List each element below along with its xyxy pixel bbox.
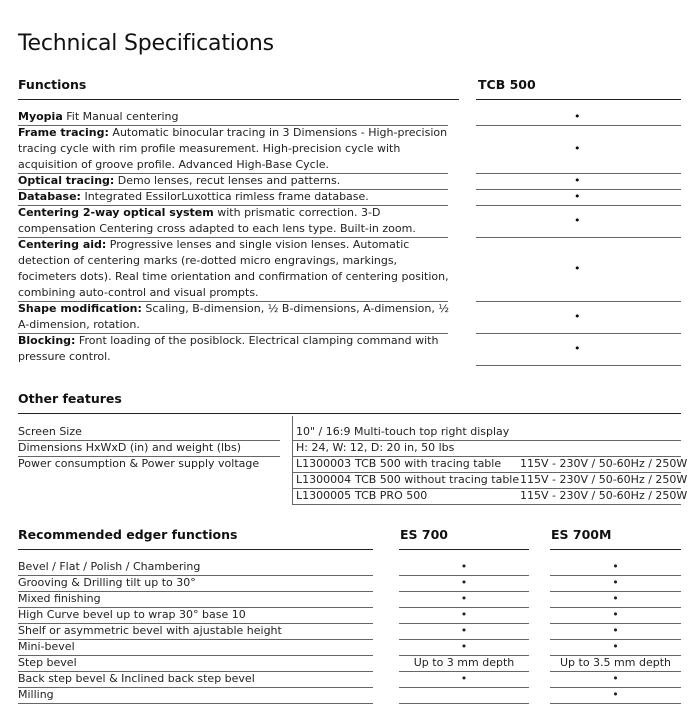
- edger-heading: Recommended edger functions: [18, 527, 238, 542]
- function-row: [18, 189, 658, 205]
- power-spec: 115V - 230V / 50-60Hz / 250W: [520, 489, 688, 502]
- power-model: TCB 500 with tracing table: [355, 457, 502, 470]
- row-rule: [292, 504, 681, 505]
- es700m-support-mark: •: [612, 672, 619, 685]
- label-power: Power consumption & Power supply voltage: [18, 457, 260, 470]
- edger-function-label: Shelf or asymmetric bevel with ajustable height: [18, 624, 282, 637]
- es700m-support-mark: •: [612, 560, 619, 573]
- page-title: Technical Specifications: [18, 30, 274, 56]
- tcb500-support-mark: •: [574, 190, 581, 203]
- es700m-support-mark: •: [612, 608, 619, 621]
- function-description: [18, 205, 456, 237]
- function-detail: with prismatic correction. 3-D compensation Centering cross adapted to each lens type. Built-in zoom.: [18, 206, 416, 235]
- functions-header-rule-right: [476, 99, 681, 100]
- row-rule: [476, 365, 681, 366]
- row-rule: [399, 687, 529, 688]
- es700-support-mark: •: [460, 640, 468, 653]
- function-description: [18, 109, 456, 125]
- other-features-rule: [18, 413, 681, 414]
- es700-support-mark: •: [460, 576, 468, 589]
- power-spec: 115V - 230V / 50-60Hz / 250W: [520, 473, 688, 486]
- function-detail: Progressive lenses and single vision lenses. Automatic detection of centering marks (re-dotted micro engravings, markings, focimeters dots). Real time orientation and confirmation of centering position, combining auto-control and visual prompts.: [18, 238, 449, 299]
- es700m-support-mark: •: [612, 624, 619, 637]
- edger-function-label: Mixed finishing: [18, 592, 101, 605]
- edger-header-rule: [18, 549, 373, 550]
- row-rule: [18, 703, 373, 704]
- value-dimensions: H: 24, W: 12, D: 20 in, 50 lbs: [296, 441, 455, 454]
- es700-support-mark: •: [460, 672, 468, 685]
- function-detail: Scaling, B-dimension, ½ B-dimensions, A-dimension, ½ A-dimension, rotation.: [18, 302, 450, 331]
- power-code: L1300004: [296, 473, 352, 486]
- es700m-support-mark: •: [612, 576, 619, 589]
- function-name: Myopia: [18, 110, 63, 123]
- edger-function-label: Grooving & Drilling tilt up to 30°: [18, 576, 196, 589]
- function-row: [18, 301, 658, 333]
- row-rule: [399, 703, 529, 704]
- power-code: L1300003: [296, 457, 352, 470]
- es700-support-mark: Up to 3 mm depth: [413, 656, 515, 669]
- function-detail: Integrated EssilorLuxottica rimless frame database.: [80, 190, 369, 203]
- label-screen-size: Screen Size: [18, 425, 82, 438]
- row-rule: [18, 440, 280, 441]
- function-row: [18, 333, 658, 365]
- es700-support-mark: •: [460, 592, 468, 605]
- function-name: Frame tracing:: [18, 126, 109, 139]
- column-divider: [292, 416, 293, 504]
- edger-header-rule: [550, 549, 681, 550]
- edger-header-rule: [399, 549, 529, 550]
- tcb500-support-mark: •: [574, 214, 581, 227]
- tcb500-support-mark: •: [574, 174, 581, 187]
- power-spec: 115V - 230V / 50-60Hz / 250W: [520, 457, 688, 470]
- row-rule: [18, 456, 280, 457]
- power-model: TCB PRO 500: [355, 489, 428, 502]
- tcb500-support-mark: •: [574, 342, 581, 355]
- function-name: Centering 2-way optical system: [18, 206, 214, 219]
- edger-function-label: Bevel / Flat / Polish / Chambering: [18, 560, 201, 573]
- function-detail: Fit Manual centering: [62, 110, 179, 123]
- functions-model-header: TCB 500: [478, 77, 536, 92]
- edger-col1-header: ES 700: [400, 527, 448, 542]
- edger-function-label: Mini-bevel: [18, 640, 75, 653]
- function-name: Shape modification:: [18, 302, 142, 315]
- function-description: [18, 189, 456, 205]
- function-description: [18, 237, 456, 301]
- function-description: [18, 173, 456, 189]
- edger-function-label: Step bevel: [18, 656, 77, 669]
- es700-support-mark: •: [460, 560, 468, 573]
- function-row: [18, 125, 658, 173]
- function-row: [18, 237, 658, 301]
- function-description: [18, 301, 456, 333]
- function-description: [18, 333, 456, 365]
- function-row: [18, 205, 658, 237]
- function-name: Database:: [18, 190, 81, 203]
- es700-support-mark: •: [460, 608, 468, 621]
- es700m-support-mark: Up to 3.5 mm depth: [559, 656, 671, 669]
- label-dimensions: Dimensions HxWxD (in) and weight (lbs): [18, 441, 242, 454]
- row-rule: [18, 687, 373, 688]
- function-detail: Front loading of the posiblock. Electrical clamping command with pressure control.: [18, 334, 439, 363]
- function-description: [18, 125, 456, 173]
- function-name: Optical tracing:: [18, 174, 115, 187]
- tcb500-support-mark: •: [574, 262, 581, 275]
- value-screen-size: 10" / 16:9 Multi-touch top right display: [296, 425, 510, 438]
- other-features-heading: Other features: [18, 391, 122, 406]
- function-row: [18, 173, 658, 189]
- es700m-support-mark: •: [612, 640, 619, 653]
- row-rule: [550, 703, 681, 704]
- function-name: Centering aid:: [18, 238, 107, 251]
- power-model: TCB 500 without tracing table: [355, 473, 520, 486]
- es700m-support-mark: •: [612, 592, 619, 605]
- tcb500-support-mark: •: [574, 310, 581, 323]
- functions-header-rule-left: [18, 99, 459, 100]
- edger-function-label: High Curve bevel up to wrap 30° base 10: [18, 608, 246, 621]
- power-code: L1300005: [296, 489, 352, 502]
- edger-function-label: Milling: [18, 688, 54, 701]
- edger-col2-header: ES 700M: [551, 527, 612, 542]
- functions-heading: Functions: [18, 77, 87, 92]
- function-row: [18, 109, 658, 125]
- function-detail: Demo lenses, recut lenses and patterns.: [114, 174, 341, 187]
- edger-function-label: Back step bevel & Inclined back step bevel: [18, 672, 255, 685]
- es700m-support-mark: •: [612, 688, 619, 701]
- tcb500-support-mark: •: [574, 142, 581, 155]
- es700-support-mark: •: [460, 624, 468, 637]
- tcb500-support-mark: •: [574, 110, 581, 123]
- function-name: Blocking:: [18, 334, 76, 347]
- function-detail: Automatic binocular tracing in 3 Dimensions - High-precision tracing cycle with rim profile measurement. High-precision cycle with acquisition of groove profile. Advanced High-Base Cycle.: [18, 126, 448, 171]
